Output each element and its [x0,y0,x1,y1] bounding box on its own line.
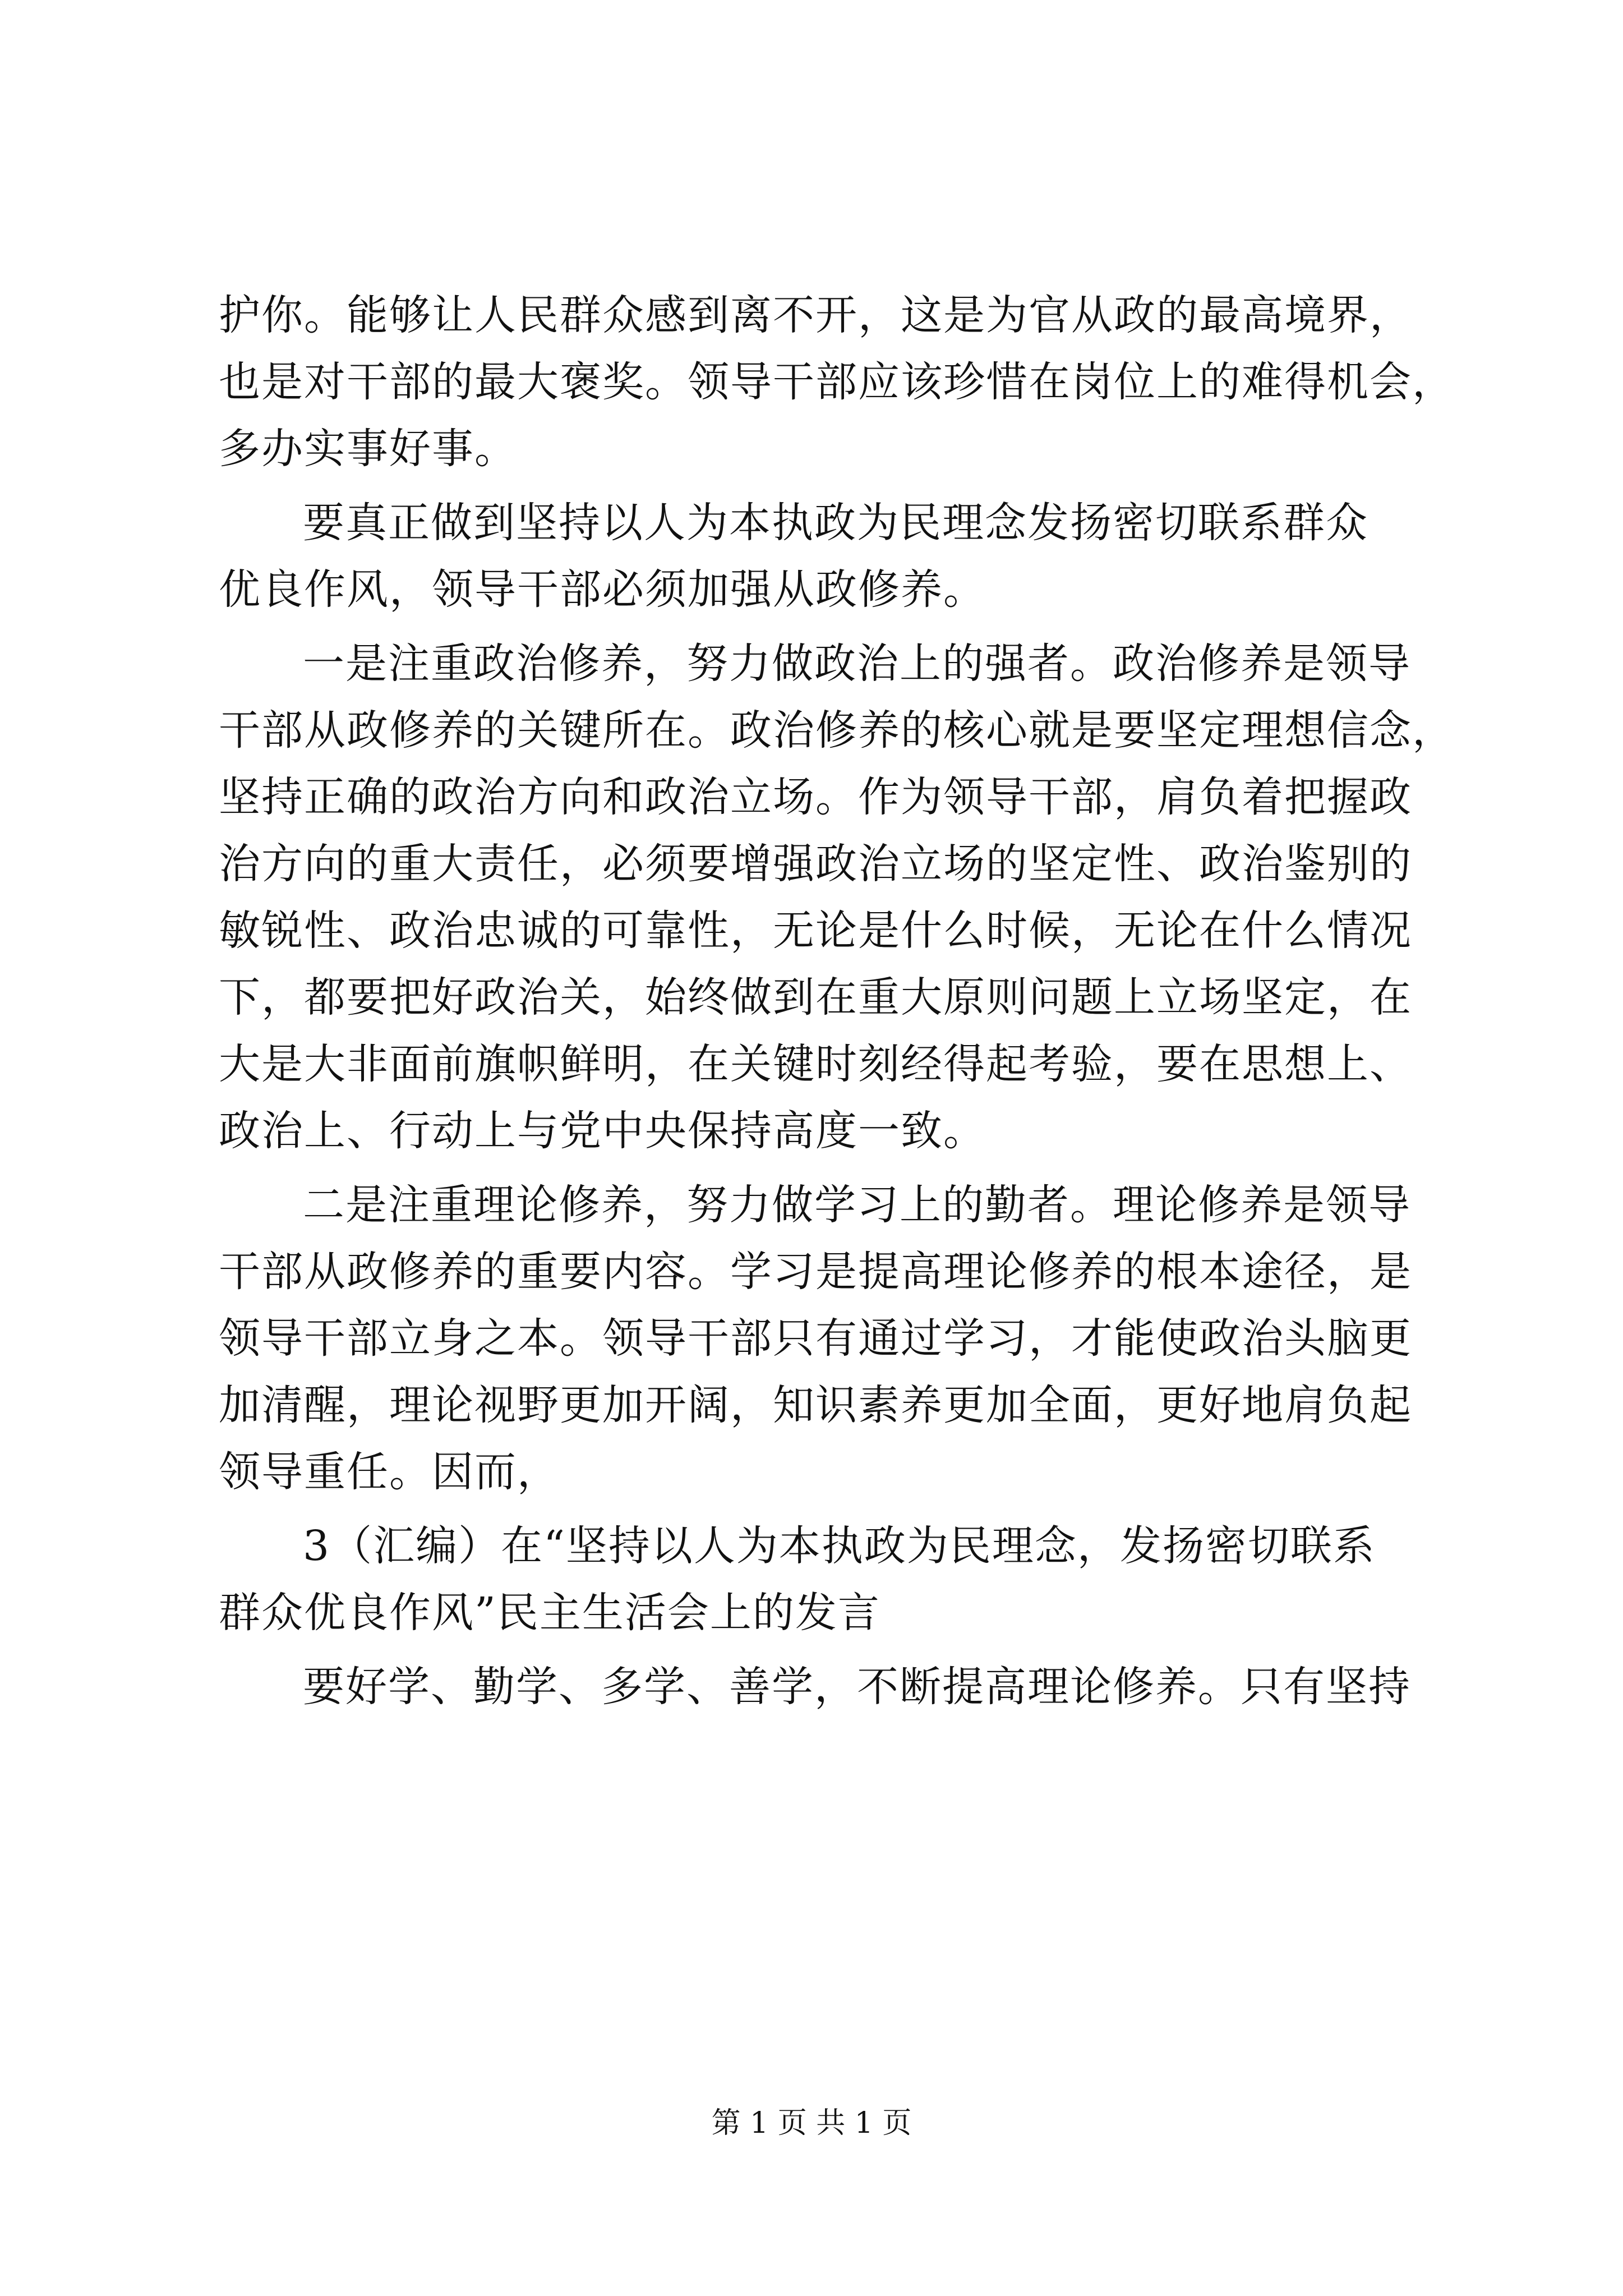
page-number-footer: 第 1 页 共 1 页 [711,2106,912,2140]
text-line-18: 领导重任。因而， [219,1448,560,1496]
text-line-10: 敏锐性、政治忠诚的可靠性，无论是什么时候，无论在什么情况 [219,907,1412,955]
text-line-5: 优良作风，领导干部必须加强从政修养。 [219,565,986,614]
text-line-4: 要真正做到坚持以人为本执政为民理念发扬密切联系群众 [303,499,1368,547]
text-line-13: 政治上、行动上与党中央保持高度一致。 [219,1107,986,1155]
text-line-6: 一是注重政治修养，努力做政治上的强者。政治修养是领导 [303,639,1411,688]
text-line-1: 护你。能够让人民群众感到离不开，这是为官从政的最高境界， [219,291,1412,339]
text-line-19: 3（汇编）在“坚持以人为本执政为民理念，发扬密切联系 [303,1522,1376,1570]
text-line-12: 大是大非面前旗帜鲜明，在关键时刻经得起考验，要在思想上、 [219,1040,1412,1088]
text-line-3: 多办实事好事。 [219,425,517,473]
text-line-7: 干部从政修养的关键所在。政治修养的核心就是要坚定理想信念， [219,706,1455,754]
text-line-14: 二是注重理论修养，努力做学习上的勤者。理论修养是领导 [303,1181,1411,1229]
text-line-15: 干部从政修养的重要内容。学习是提高理论修养的根本途径，是 [219,1248,1412,1296]
text-line-11: 下，都要把好政治关，始终做到在重大原则问题上立场坚定，在 [219,973,1412,1022]
text-line-20: 群众优良作风”民主生活会上的发言 [219,1589,880,1637]
text-line-2: 也是对干部的最大褒奖。领导干部应该珍惜在岗位上的难得机会， [219,358,1455,406]
text-line-17: 加清醒，理论视野更加开阔，知识素养更加全面，更好地肩负起 [219,1381,1412,1429]
text-line-16: 领导干部立身之本。领导干部只有通过学习，才能使政治头脑更 [219,1314,1412,1363]
text-line-9: 治方向的重大责任，必须要增强政治立场的坚定性、政治鉴别的 [219,840,1412,888]
text-line-21: 要好学、勤学、多学、善学，不断提高理论修养。只有坚持 [303,1663,1411,1711]
text-line-8: 坚持正确的政治方向和政治立场。作为领导干部，肩负着把握政 [219,773,1412,821]
